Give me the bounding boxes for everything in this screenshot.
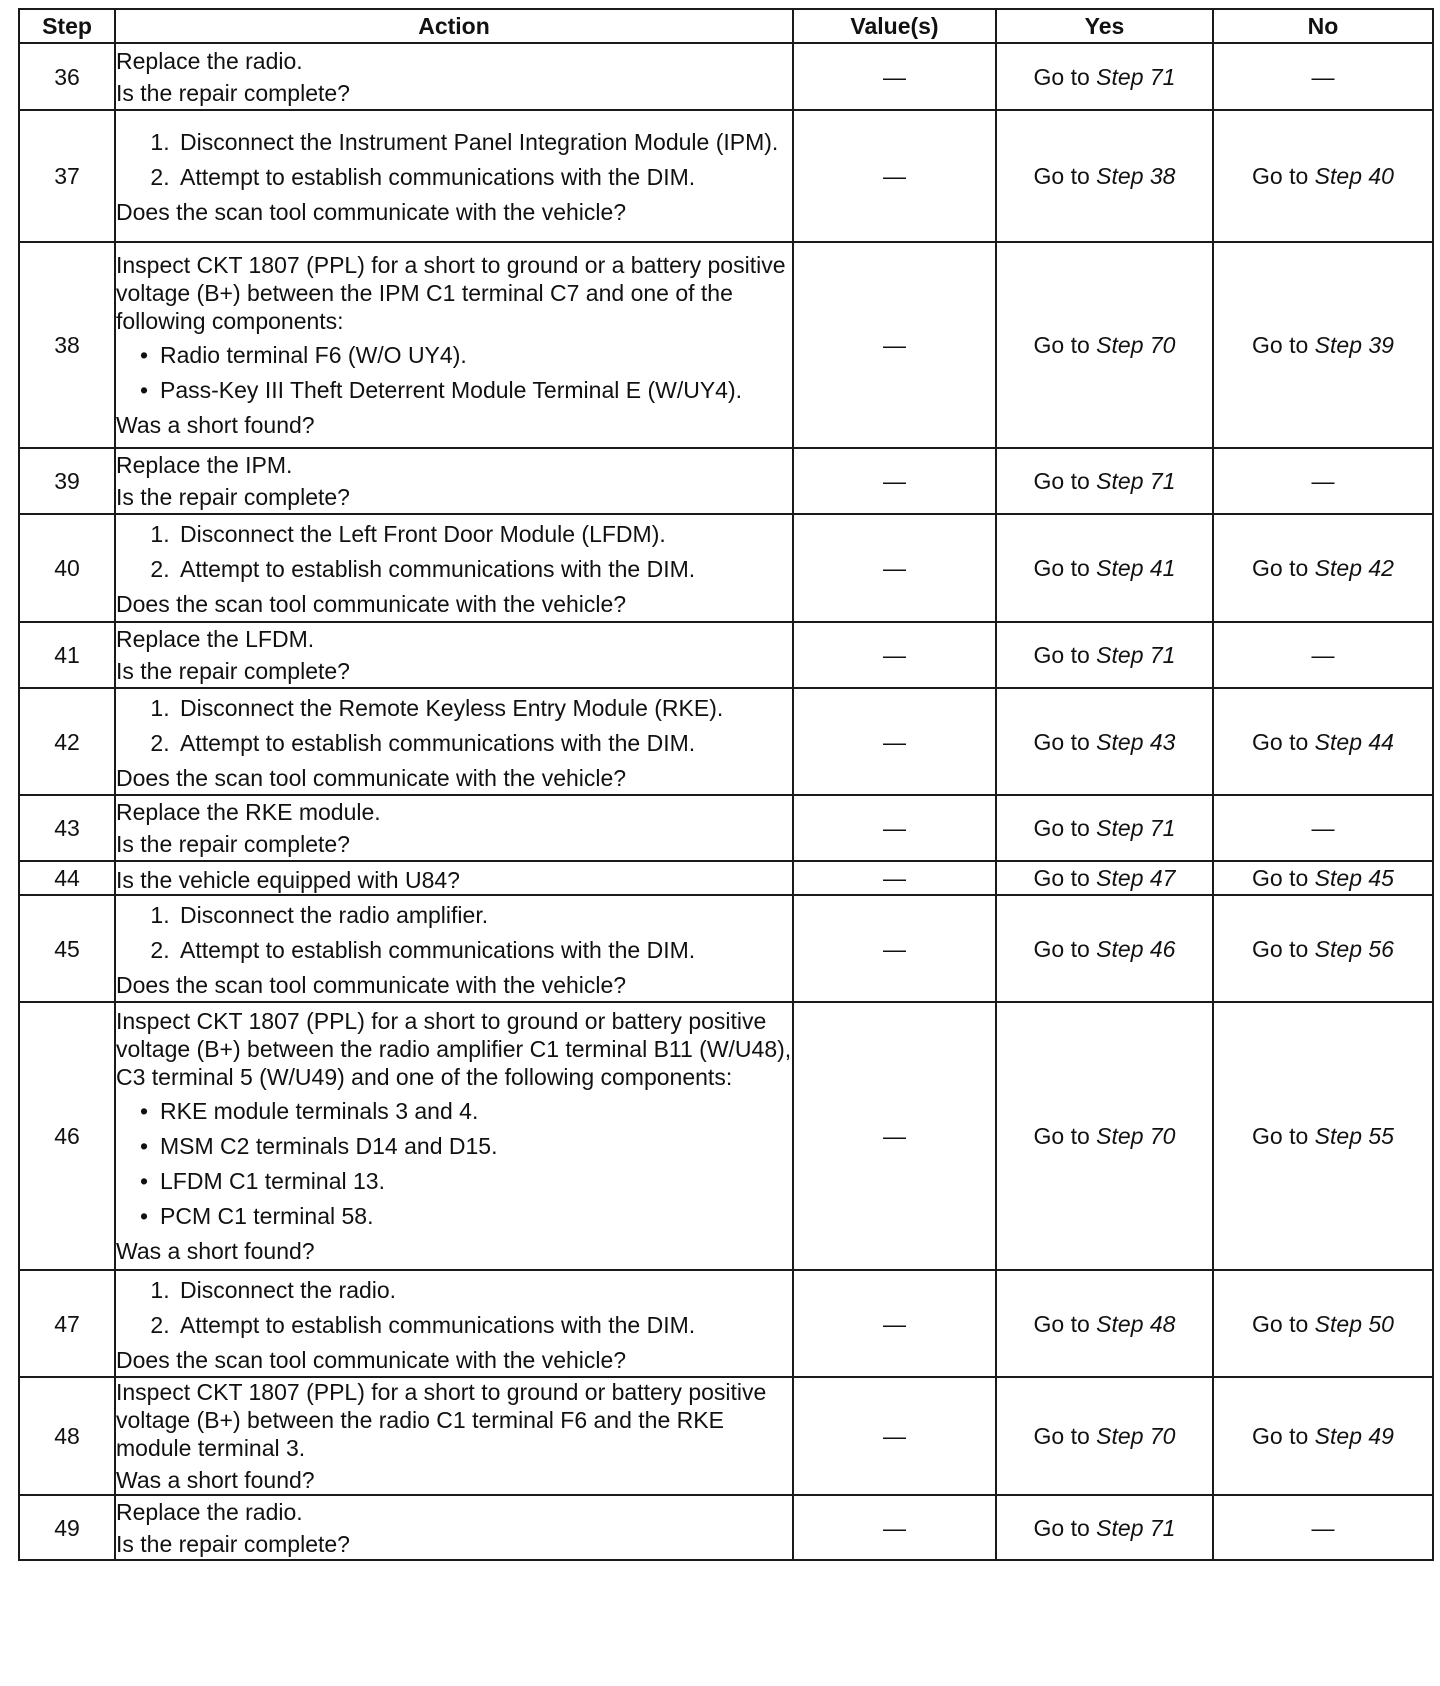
- no-cell: [1213, 795, 1433, 861]
- header-no: No: [1213, 9, 1433, 43]
- value-cell: [793, 1377, 996, 1495]
- goto-prefix: Go to: [1033, 555, 1097, 581]
- table-row: [19, 43, 1433, 110]
- yes-cell: [996, 1002, 1213, 1270]
- action-question: Is the repair complete?: [116, 79, 350, 106]
- no-goto: [1252, 555, 1394, 581]
- action-question: Was a short found?: [116, 412, 315, 438]
- step-number: 36: [19, 43, 115, 110]
- step-number: 37: [19, 110, 115, 242]
- table-row: [19, 1377, 1433, 1495]
- value-dash: —: [883, 1423, 906, 1449]
- value-cell: [793, 43, 996, 110]
- no-cell: [1213, 1002, 1433, 1270]
- no-dash: —: [1311, 63, 1335, 90]
- action-intro-text: Replace the IPM.: [116, 452, 293, 478]
- action-intro-text: Replace the RKE module.: [116, 799, 381, 825]
- goto-prefix: Go to: [1033, 63, 1097, 90]
- no-dash: —: [1311, 468, 1335, 494]
- action-question: Is the repair complete?: [116, 658, 350, 684]
- no-goto: [1252, 1311, 1394, 1337]
- bullet-component-item: [140, 1132, 792, 1160]
- value-dash: —: [883, 63, 906, 90]
- bullet-dot-icon: •: [140, 1098, 149, 1124]
- table-row: [19, 688, 1433, 795]
- action-cell: [115, 514, 793, 622]
- bullet-component-text: Pass-Key III Theft Deterrent Module Terminal E (W/UY4).: [160, 377, 743, 403]
- table-header-row: [19, 9, 1433, 43]
- yes-goto: [1034, 1515, 1176, 1541]
- action-question: Does the scan tool communicate with the vehicle?: [116, 591, 627, 617]
- bullet-dot-icon: •: [140, 1203, 149, 1229]
- goto-target-step: Step 42: [1314, 555, 1394, 581]
- action-cell: [115, 110, 793, 242]
- no-cell: [1213, 1495, 1433, 1560]
- numbered-action-item: 1. Disconnect the Left Front Door Module (LFDM).: [176, 520, 792, 548]
- goto-target-step: Step 41: [1096, 555, 1176, 581]
- value-cell: [793, 688, 996, 795]
- no-cell: [1213, 448, 1433, 514]
- yes-cell: [996, 110, 1213, 242]
- goto-prefix: Go to: [1033, 728, 1097, 755]
- action-cell: [115, 1377, 793, 1495]
- numbered-action-list: [116, 520, 792, 583]
- goto-prefix: Go to: [1252, 332, 1315, 358]
- goto-target-step: Step 38: [1096, 163, 1176, 189]
- bullet-component-item: [140, 1167, 792, 1195]
- yes-goto: [1034, 936, 1176, 962]
- no-cell: [1213, 622, 1433, 688]
- no-cell: [1213, 1270, 1433, 1377]
- step-number: 45: [19, 895, 115, 1002]
- numbered-action-list: [116, 694, 792, 757]
- bullet-component-text: RKE module terminals 3 and 4.: [160, 1098, 479, 1124]
- action-intro-text: Replace the radio.: [116, 47, 303, 74]
- goto-prefix: Go to: [1033, 1123, 1097, 1149]
- no-cell: [1213, 1377, 1433, 1495]
- action-question: Was a short found?: [116, 1238, 315, 1264]
- goto-target-step: Step 71: [1096, 815, 1176, 841]
- numbered-action-item: 1. Disconnect the radio.: [176, 1276, 792, 1304]
- bullet-component-list: [116, 1097, 792, 1230]
- numbered-action-item: 2. Attempt to establish communications with the DIM.: [176, 729, 792, 757]
- table-row: [19, 448, 1433, 514]
- action-cell: [115, 688, 793, 795]
- table-row: [19, 242, 1433, 448]
- goto-target-step: Step 49: [1314, 1423, 1394, 1449]
- table-row: [19, 514, 1433, 622]
- yes-goto: [1034, 1423, 1176, 1449]
- table-body: [19, 43, 1433, 1560]
- header-step: Step: [19, 9, 115, 43]
- table-row: [19, 795, 1433, 861]
- yes-goto: [1034, 865, 1176, 891]
- goto-target-step: Step 44: [1314, 728, 1394, 755]
- value-dash: —: [883, 728, 906, 755]
- step-number: 39: [19, 448, 115, 514]
- yes-goto: [1034, 1311, 1176, 1337]
- bullet-dot-icon: •: [140, 342, 149, 368]
- goto-prefix: Go to: [1252, 1123, 1315, 1149]
- goto-target-step: Step 40: [1314, 163, 1394, 189]
- action-question: Is the vehicle equipped with U84?: [116, 867, 460, 893]
- goto-prefix: Go to: [1033, 1423, 1097, 1449]
- bullet-component-text: MSM C2 terminals D14 and D15.: [160, 1133, 498, 1159]
- bullet-component-text: LFDM C1 terminal 13.: [160, 1168, 385, 1194]
- goto-target-step: Step 50: [1314, 1310, 1394, 1337]
- bullet-component-item: [140, 1097, 792, 1125]
- goto-prefix: Go to: [1033, 163, 1097, 189]
- table-row: [19, 1270, 1433, 1377]
- numbered-action-item: 2. Attempt to establish communications with the DIM.: [176, 555, 792, 583]
- value-cell: [793, 895, 996, 1002]
- action-intro-text: Inspect CKT 1807 (PPL) for a short to ground or battery positive voltage (B+) between the radio amplifier C1 terminal B11 (W/U48), C3 terminal 5 (W/U49) and one of the following components:: [116, 1008, 792, 1090]
- goto-target-step: Step 71: [1096, 63, 1176, 90]
- action-question: Is the repair complete?: [116, 831, 350, 857]
- numbered-action-item: 1. Disconnect the Instrument Panel Integration Module (IPM).: [176, 128, 792, 156]
- goto-target-step: Step 43: [1096, 728, 1176, 755]
- no-cell: [1213, 43, 1433, 110]
- table-row: [19, 110, 1433, 242]
- header-yes: Yes: [996, 9, 1213, 43]
- action-question: Does the scan tool communicate with the vehicle?: [116, 971, 627, 998]
- yes-cell: [996, 448, 1213, 514]
- goto-target-step: Step 70: [1096, 1123, 1176, 1149]
- header-action: Action: [115, 9, 793, 43]
- value-cell: [793, 622, 996, 688]
- action-intro-text: Inspect CKT 1807 (PPL) for a short to ground or a battery positive voltage (B+) between the IPM C1 terminal C7 and one of the following components:: [116, 252, 786, 334]
- value-dash: —: [883, 1310, 906, 1337]
- table-row: [19, 1495, 1433, 1560]
- step-number: 43: [19, 795, 115, 861]
- action-cell: [115, 448, 793, 514]
- action-cell: [115, 1002, 793, 1270]
- goto-prefix: Go to: [1252, 865, 1315, 891]
- no-cell: [1213, 110, 1433, 242]
- step-number: 48: [19, 1377, 115, 1495]
- action-intro-text: Replace the LFDM.: [116, 626, 315, 652]
- no-cell: [1213, 242, 1433, 448]
- value-dash: —: [883, 332, 906, 358]
- yes-cell: [996, 688, 1213, 795]
- action-cell: [115, 895, 793, 1002]
- no-cell: [1213, 861, 1433, 895]
- bullet-component-text: PCM C1 terminal 58.: [160, 1203, 374, 1229]
- yes-cell: [996, 795, 1213, 861]
- goto-target-step: Step 45: [1314, 865, 1394, 891]
- no-dash: —: [1311, 815, 1335, 841]
- value-cell: [793, 795, 996, 861]
- goto-prefix: Go to: [1033, 1514, 1097, 1541]
- value-cell: [793, 861, 996, 895]
- no-goto: [1252, 163, 1394, 189]
- no-goto: [1252, 1423, 1394, 1449]
- step-number: 38: [19, 242, 115, 448]
- goto-target-step: Step 71: [1096, 1514, 1176, 1541]
- goto-target-step: Step 71: [1096, 642, 1176, 668]
- value-cell: [793, 448, 996, 514]
- value-cell: [793, 1270, 996, 1377]
- value-dash: —: [883, 163, 906, 189]
- no-goto: [1252, 1123, 1394, 1149]
- numbered-action-list: [116, 1276, 792, 1339]
- yes-goto: [1034, 729, 1176, 755]
- yes-goto: [1034, 815, 1176, 841]
- value-dash: —: [883, 935, 906, 962]
- bullet-component-text: Radio terminal F6 (W/O UY4).: [160, 342, 467, 368]
- action-cell: [115, 1270, 793, 1377]
- goto-prefix: Go to: [1033, 935, 1097, 962]
- table-row: [19, 622, 1433, 688]
- bullet-component-item: [140, 1202, 792, 1230]
- action-question: Does the scan tool communicate with the vehicle?: [116, 1346, 627, 1373]
- yes-goto: [1034, 163, 1176, 189]
- action-intro-text: Inspect CKT 1807 (PPL) for a short to ground or battery positive voltage (B+) between the radio C1 terminal F6 and the RKE module terminal 3.: [116, 1379, 767, 1461]
- table-row: [19, 861, 1433, 895]
- goto-prefix: Go to: [1252, 935, 1315, 962]
- header-values: Value(s): [793, 9, 996, 43]
- numbered-action-item: 2. Attempt to establish communications with the DIM.: [176, 936, 792, 964]
- goto-prefix: Go to: [1033, 865, 1097, 891]
- value-dash: —: [883, 1514, 906, 1541]
- yes-cell: [996, 1495, 1213, 1560]
- step-number: 46: [19, 1002, 115, 1270]
- yes-cell: [996, 895, 1213, 1002]
- step-number: 40: [19, 514, 115, 622]
- goto-target-step: Step 70: [1096, 1423, 1176, 1449]
- bullet-component-item: [140, 341, 792, 369]
- value-dash: —: [883, 555, 906, 581]
- goto-target-step: Step 46: [1096, 935, 1176, 962]
- goto-prefix: Go to: [1033, 468, 1097, 494]
- goto-prefix: Go to: [1033, 642, 1097, 668]
- bullet-component-item: [140, 376, 792, 404]
- bullet-dot-icon: •: [140, 377, 149, 403]
- value-dash: —: [883, 865, 906, 891]
- action-question: Does the scan tool communicate with the vehicle?: [116, 199, 627, 225]
- goto-prefix: Go to: [1252, 163, 1315, 189]
- goto-target-step: Step 39: [1314, 332, 1394, 358]
- step-number: 47: [19, 1270, 115, 1377]
- action-question: Is the repair complete?: [116, 484, 350, 510]
- value-dash: —: [883, 815, 906, 841]
- goto-prefix: Go to: [1033, 332, 1097, 358]
- numbered-action-item: 1. Disconnect the radio amplifier.: [176, 901, 792, 929]
- action-intro-text: Replace the radio.: [116, 1498, 303, 1525]
- value-dash: —: [883, 468, 906, 494]
- yes-cell: [996, 43, 1213, 110]
- no-cell: [1213, 688, 1433, 795]
- action-cell: [115, 622, 793, 688]
- action-question: Is the repair complete?: [116, 1530, 350, 1557]
- value-dash: —: [883, 642, 906, 668]
- goto-prefix: Go to: [1252, 1423, 1315, 1449]
- numbered-action-item: 2. Attempt to establish communications with the DIM.: [176, 1311, 792, 1339]
- table-row: [19, 1002, 1433, 1270]
- goto-prefix: Go to: [1252, 555, 1315, 581]
- goto-prefix: Go to: [1252, 728, 1315, 755]
- value-cell: [793, 110, 996, 242]
- table-row: [19, 895, 1433, 1002]
- goto-target-step: Step 71: [1096, 468, 1176, 494]
- action-question: Does the scan tool communicate with the vehicle?: [116, 764, 627, 791]
- goto-target-step: Step 55: [1314, 1123, 1394, 1149]
- value-cell: [793, 1002, 996, 1270]
- goto-prefix: Go to: [1252, 1310, 1315, 1337]
- value-dash: —: [883, 1123, 906, 1149]
- goto-target-step: Step 70: [1096, 332, 1176, 358]
- action-cell: [115, 43, 793, 110]
- step-number: 41: [19, 622, 115, 688]
- bullet-component-list: [116, 341, 792, 404]
- diagnostic-steps-table: [18, 8, 1434, 1561]
- goto-prefix: Go to: [1033, 815, 1097, 841]
- numbered-action-list: [116, 901, 792, 964]
- goto-prefix: Go to: [1033, 1310, 1097, 1337]
- no-cell: [1213, 514, 1433, 622]
- bullet-dot-icon: •: [140, 1168, 149, 1194]
- no-goto: [1252, 332, 1394, 358]
- value-cell: [793, 242, 996, 448]
- action-cell: [115, 1495, 793, 1560]
- yes-goto: [1034, 642, 1176, 668]
- diagnostic-table-sheet: [18, 8, 1432, 1561]
- goto-target-step: Step 48: [1096, 1310, 1176, 1337]
- step-number: 49: [19, 1495, 115, 1560]
- numbered-action-item: 1. Disconnect the Remote Keyless Entry Module (RKE).: [176, 694, 792, 722]
- yes-cell: [996, 622, 1213, 688]
- value-cell: [793, 1495, 996, 1560]
- step-number: 42: [19, 688, 115, 795]
- yes-goto: [1034, 332, 1176, 358]
- no-dash: —: [1311, 642, 1335, 668]
- no-goto: [1252, 936, 1394, 962]
- yes-goto: [1034, 1123, 1176, 1149]
- yes-cell: [996, 1270, 1213, 1377]
- value-cell: [793, 514, 996, 622]
- yes-goto: [1034, 555, 1176, 581]
- action-question: Was a short found?: [116, 1467, 315, 1493]
- goto-target-step: Step 47: [1096, 865, 1176, 891]
- yes-cell: [996, 861, 1213, 895]
- yes-cell: [996, 514, 1213, 622]
- numbered-action-item: 2. Attempt to establish communications with the DIM.: [176, 163, 792, 191]
- action-cell: [115, 795, 793, 861]
- no-goto: [1252, 865, 1394, 891]
- goto-target-step: Step 56: [1314, 935, 1394, 962]
- yes-goto: [1034, 64, 1176, 90]
- numbered-action-list: [116, 128, 792, 191]
- action-cell: [115, 861, 793, 895]
- bullet-dot-icon: •: [140, 1133, 149, 1159]
- yes-cell: [996, 242, 1213, 448]
- action-cell: [115, 242, 793, 448]
- no-goto: [1252, 729, 1394, 755]
- yes-goto: [1034, 468, 1176, 494]
- step-number: 44: [19, 861, 115, 895]
- no-cell: [1213, 895, 1433, 1002]
- yes-cell: [996, 1377, 1213, 1495]
- no-dash: —: [1311, 1514, 1335, 1541]
